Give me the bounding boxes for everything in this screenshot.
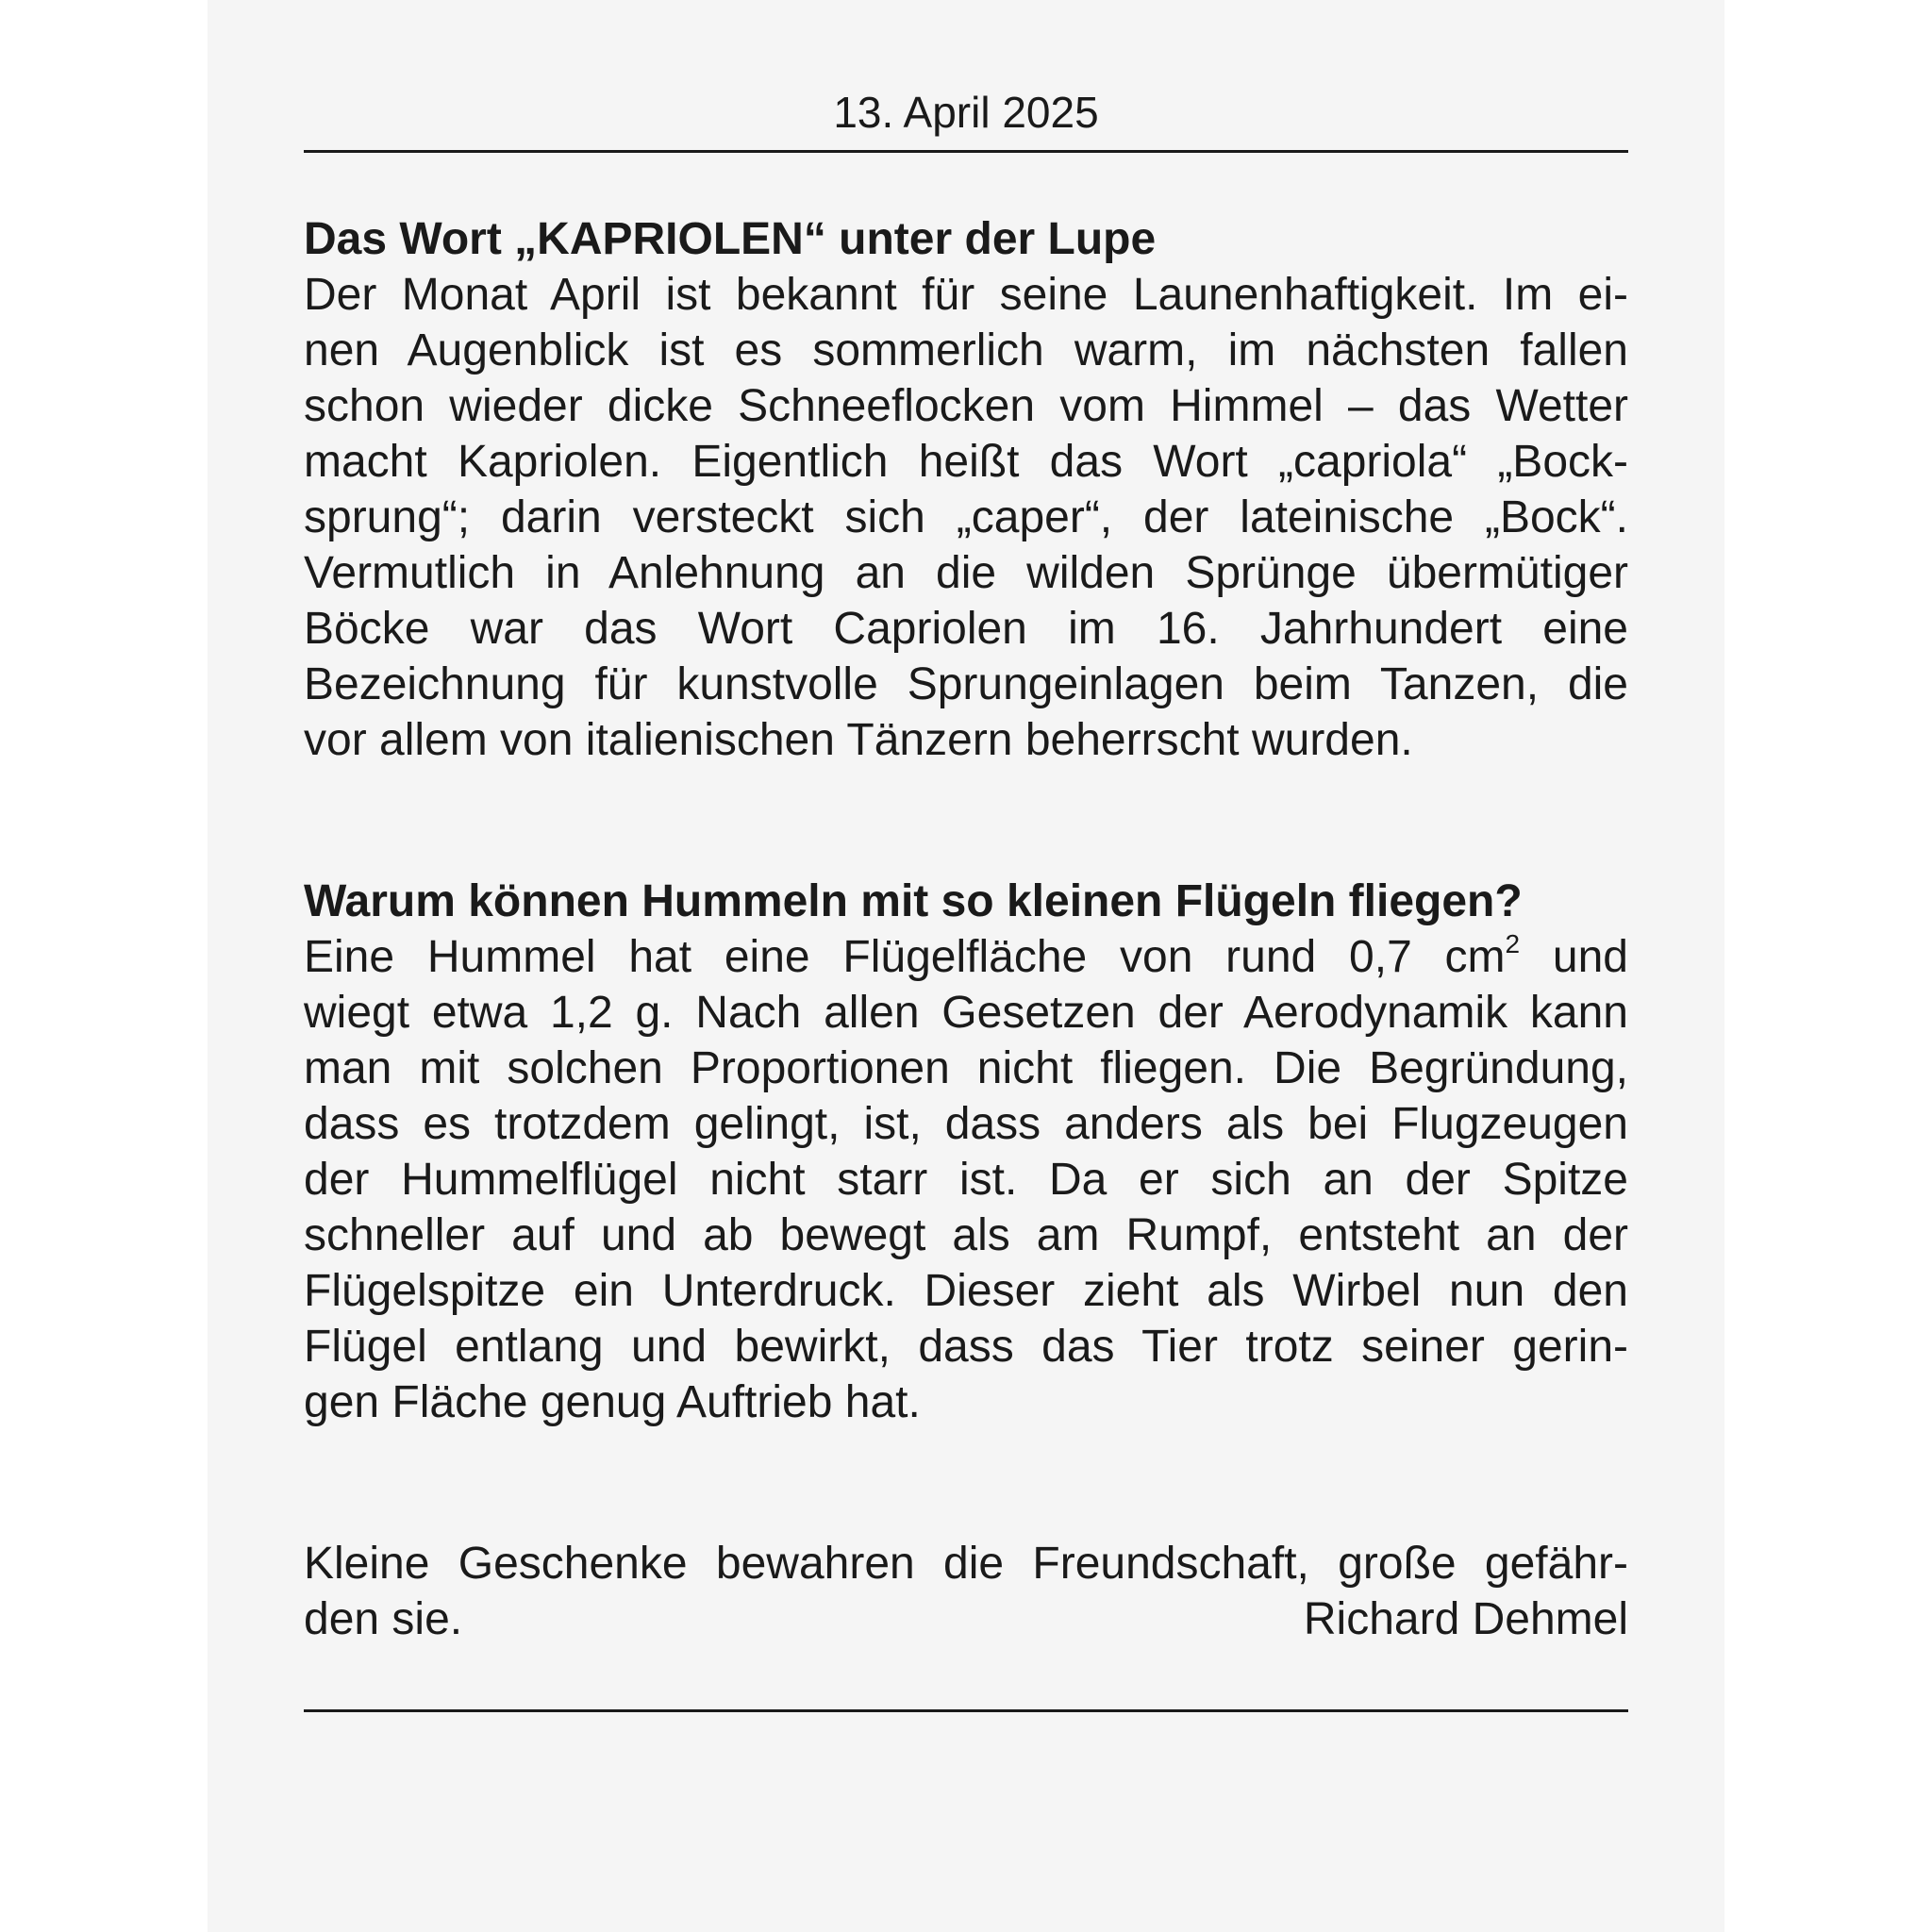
quote (304, 1536, 1628, 1647)
article-line: Böcke war das Wort Capriolen im 16. Jahrhundert eine (304, 604, 1628, 654)
article-line: der Hummelflügel nicht starr ist. Da er sich an der Spitze (304, 1155, 1628, 1205)
article-line: gen Fläche genug Auftrieb hat. (304, 1377, 921, 1427)
article-line: dass es trotzdem gelingt, ist, dass anders als bei Flugzeugen (304, 1099, 1628, 1149)
article-line: Der Monat April ist bekannt für seine Launenhaftigkeit. Im ei- (304, 270, 1628, 320)
article-line: macht Kapriolen. Eigentlich heißt das Wort „capriola“ „Bock- (304, 437, 1628, 487)
article-line: Flügel entlang und bewirkt, dass das Tier trotz seiner gerin- (304, 1322, 1628, 1372)
article-line: vor allem von italienischen Tänzern beherrscht wurden. (304, 715, 1413, 765)
article-title: Das Wort „KAPRIOLEN“ unter der Lupe (304, 214, 1157, 264)
article-line: nen Augenblick ist es sommerlich warm, im nächsten fallen (304, 325, 1628, 375)
article-line: Vermutlich in Anlehnung an die wilden Sprünge übermütiger (304, 548, 1628, 598)
quote-text: Kleine Geschenke bewahren die Freundschaft, große gefähr- (304, 1539, 1628, 1589)
article-line: Bezeichnung für kunstvolle Sprungeinlagen beim Tanzen, die (304, 659, 1628, 709)
calendar-page (208, 0, 1724, 1932)
superscript: 2 (1505, 929, 1521, 958)
quote-last-row (304, 1591, 1628, 1647)
article-line: man mit solchen Proportionen nicht fliegen. Die Begründung, (304, 1043, 1628, 1093)
article-line: sprung“; darin versteckt sich „caper“, der lateinische „Bock“. (304, 492, 1628, 542)
bottom-divider (304, 1709, 1628, 1712)
top-divider (304, 150, 1628, 153)
quote-text: den sie. (304, 1594, 463, 1644)
article-line-text: Eine Hummel hat eine Flügelfläche von rund 0,7 cm (304, 932, 1506, 982)
page-date: 13. April 2025 (833, 88, 1099, 137)
article-kapriolen (304, 211, 1628, 768)
article-hummeln (304, 874, 1628, 1430)
article-line-text: und (1520, 932, 1628, 982)
quote-author: Richard Dehmel (1303, 1594, 1628, 1644)
article-line (304, 929, 1628, 985)
article-line: Flügelspitze ein Unterdruck. Dieser zieht als Wirbel nun den (304, 1266, 1628, 1316)
article-line: schneller auf und ab bewegt als am Rumpf, entsteht an der (304, 1210, 1628, 1260)
article-line: wiegt etwa 1,2 g. Nach allen Gesetzen der Aerodynamik kann (304, 988, 1628, 1038)
article-title: Warum können Hummeln mit so kleinen Flügeln fliegen? (304, 876, 1523, 926)
article-line: schon wieder dicke Schneeflocken vom Himmel – das Wetter (304, 381, 1628, 431)
